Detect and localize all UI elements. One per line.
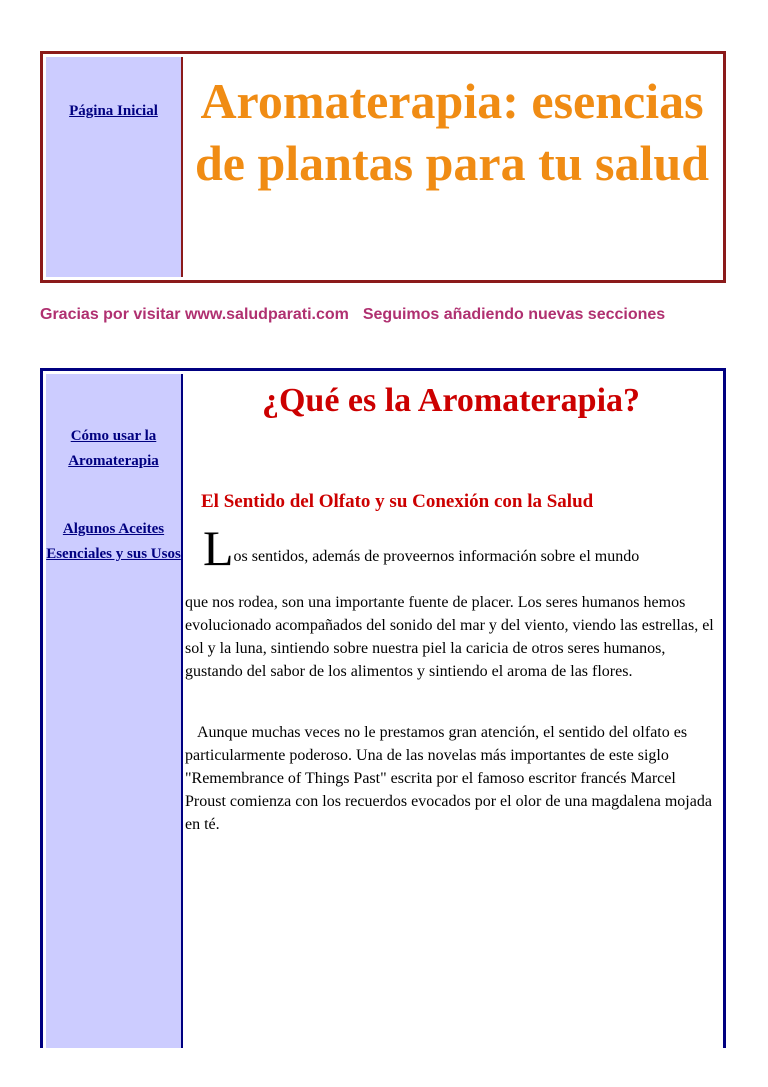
article-paragraph-2 — [185, 721, 717, 836]
article-subheading: El Sentido del Olfato y su Conexión con la Salud — [201, 491, 594, 512]
paragraph-2-text: Aunque muchas veces no le prestamos gran atención, el sentido del olfato es particularmente poderoso. Una de las novelas más importantes de este siglo "Remembrance of Things Past" escrita por el famoso escritor francés Marcel Proust comienza con los recuerdos evocados por el olor de una magdalena mojada en té. — [185, 724, 712, 833]
ticker-new-sections: Seguimos añadiendo nuevas secciones — [362, 306, 666, 323]
ticker-banner — [40, 303, 700, 327]
first-line-text: os sentidos, además de proveernos información sobre el mundo — [233, 548, 640, 565]
home-link[interactable]: Página Inicial — [69, 103, 158, 119]
header-table — [40, 51, 726, 283]
article-heading: ¿Qué es la Aromaterapia? — [261, 382, 641, 419]
ticker-thanks: Gracias por visitar www.saludparati.com — [40, 306, 349, 323]
sidebar-item-how-to-use[interactable]: Cómo usar la Aromaterapia — [68, 428, 159, 469]
article-paragraph-1: que nos rodea, son una importante fuente de placer. Los seres humanos hemos evolucionado acompañados del sonido del mar y del viento, viendo las estrellas, el sol y la luna, sintiendo sobre nuestra piel la caricia de otros seres humanos, gustando del sabor de los alimentos y sintiendo el aroma de las flores. — [185, 594, 714, 680]
header-nav-cell — [46, 57, 183, 277]
site-title: Aromaterapia: esencias de plantas para tu salud — [194, 73, 710, 191]
content-table — [40, 368, 726, 1048]
sidebar — [46, 374, 183, 1048]
drop-cap: L — [203, 520, 234, 576]
article-first-line — [203, 521, 717, 581]
sidebar-item-essential-oils[interactable]: Algunos Aceites Esenciales y sus Usos — [46, 521, 181, 562]
